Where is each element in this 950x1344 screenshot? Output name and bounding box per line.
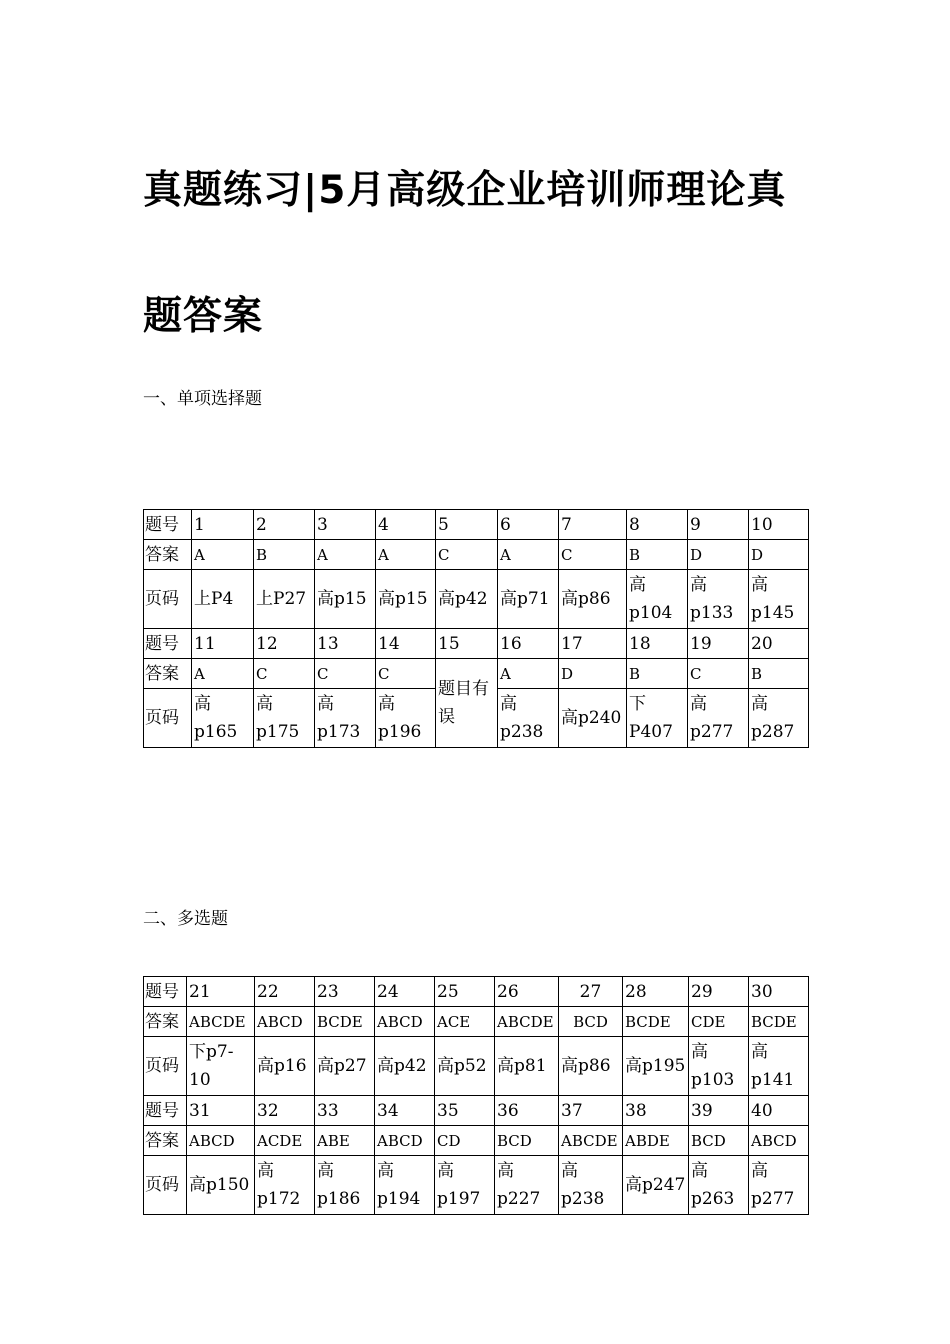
question-number: 10 (749, 510, 809, 540)
page-reference: 高p196 (376, 689, 436, 748)
answer-cell: ABE (315, 1126, 375, 1156)
page-reference: 高p104 (627, 570, 688, 629)
question-number: 22 (255, 977, 315, 1007)
table-row (144, 629, 809, 659)
answer-cell: ABCD (187, 1126, 255, 1156)
single-choice-answer-table (143, 509, 809, 748)
row-label-page: 页码 (144, 689, 192, 748)
row-label-page: 页码 (144, 1037, 187, 1096)
answer-cell: D (688, 540, 749, 570)
question-number: 14 (376, 629, 436, 659)
multiple-choice-answer-table (143, 976, 809, 1215)
page-reference: 上P27 (254, 570, 315, 629)
question-number: 24 (375, 977, 435, 1007)
page-reference: 高p16 (255, 1037, 315, 1096)
page-reference: 高p42 (436, 570, 498, 629)
question-number: 40 (749, 1096, 809, 1126)
row-label-number: 题号 (144, 510, 192, 540)
page-reference: 下P407 (627, 689, 688, 748)
page-reference: 高p195 (623, 1037, 689, 1096)
page-reference: 高p238 (498, 689, 559, 748)
page-reference: 高p194 (375, 1156, 435, 1215)
table-row (144, 1126, 809, 1156)
answer-cell: B (627, 659, 688, 689)
answer-cell: ABDE (623, 1126, 689, 1156)
question-number: 17 (559, 629, 627, 659)
question-number: 18 (627, 629, 688, 659)
answer-cell: B (627, 540, 688, 570)
table-row (144, 1007, 809, 1037)
question-number: 37 (559, 1096, 623, 1126)
table-row (144, 1156, 809, 1215)
page-reference: 高p227 (495, 1156, 559, 1215)
answer-cell: C (688, 659, 749, 689)
answer-cell: D (559, 659, 627, 689)
question-number: 8 (627, 510, 688, 540)
row-label-number: 题号 (144, 629, 192, 659)
question-number: 30 (749, 977, 809, 1007)
page-reference: 高p238 (559, 1156, 623, 1215)
answer-cell: A (315, 540, 376, 570)
section-heading-single-choice: 一、单项选择题 (143, 389, 262, 409)
answer-cell: ABCDE (187, 1007, 255, 1037)
answer-cell: BCDE (315, 1007, 375, 1037)
page-reference: 高p263 (689, 1156, 749, 1215)
question-number: 38 (623, 1096, 689, 1126)
answer-cell: A (376, 540, 436, 570)
answer-cell: BCDE (749, 1007, 809, 1037)
question-number: 9 (688, 510, 749, 540)
answer-cell: CD (435, 1126, 495, 1156)
answer-cell: ABCDE (559, 1126, 623, 1156)
answer-cell: A (192, 659, 254, 689)
page-reference: 高p175 (254, 689, 315, 748)
question-number: 31 (187, 1096, 255, 1126)
page-reference: 高p133 (688, 570, 749, 629)
question-number: 5 (436, 510, 498, 540)
page-reference: 高p173 (315, 689, 376, 748)
question-number: 1 (192, 510, 254, 540)
question-number: 6 (498, 510, 559, 540)
page-reference: 高p145 (749, 570, 809, 629)
question-number: 26 (495, 977, 559, 1007)
page-reference: 高p172 (255, 1156, 315, 1215)
question-number: 32 (255, 1096, 315, 1126)
answer-cell: B (254, 540, 315, 570)
answer-cell: ABCD (375, 1007, 435, 1037)
row-label-page: 页码 (144, 1156, 187, 1215)
question-number: 3 (315, 510, 376, 540)
question-number: 33 (315, 1096, 375, 1126)
page-reference: 高p277 (688, 689, 749, 748)
row-label-number: 题号 (144, 977, 187, 1007)
row-label-answer: 答案 (144, 540, 192, 570)
answer-cell: ABCDE (495, 1007, 559, 1037)
answer-cell: A (498, 540, 559, 570)
question-number: 36 (495, 1096, 559, 1126)
answer-cell: C (315, 659, 376, 689)
answer-cell: C (436, 540, 498, 570)
page-reference: 下p7-10 (187, 1037, 255, 1096)
answer-cell: ABCD (375, 1126, 435, 1156)
page-reference: 高p141 (749, 1037, 809, 1096)
question-number: 39 (689, 1096, 749, 1126)
answer-cell: CDE (689, 1007, 749, 1037)
page-reference: 高p240 (559, 689, 627, 748)
question-number: 12 (254, 629, 315, 659)
question-number: 34 (375, 1096, 435, 1126)
table-row (144, 659, 809, 689)
page-reference: 高p103 (689, 1037, 749, 1096)
page-reference: 高p277 (749, 1156, 809, 1215)
table-row (144, 1096, 809, 1126)
question-number: 29 (689, 977, 749, 1007)
page-reference: 高p52 (435, 1037, 495, 1096)
question-number: 27 (559, 977, 623, 1007)
row-label-page: 页码 (144, 570, 192, 629)
page-reference: 高p247 (623, 1156, 689, 1215)
row-label-answer: 答案 (144, 1126, 187, 1156)
answer-cell: C (254, 659, 315, 689)
section-heading-multiple-choice: 二、多选题 (143, 909, 228, 929)
row-label-answer: 答案 (144, 659, 192, 689)
table-row (144, 1037, 809, 1096)
question-number: 28 (623, 977, 689, 1007)
row-label-answer: 答案 (144, 1007, 187, 1037)
page-reference: 高p81 (495, 1037, 559, 1096)
question-number: 25 (435, 977, 495, 1007)
page-reference: 高p165 (192, 689, 254, 748)
answer-cell: D (749, 540, 809, 570)
answer-cell: B (749, 659, 809, 689)
document-title: 真题练习|5月高级企业培训师理论真题答案 (143, 168, 787, 339)
answer-cell: C (376, 659, 436, 689)
page-reference: 高p71 (498, 570, 559, 629)
page-reference: 高p27 (315, 1037, 375, 1096)
question-number: 13 (315, 629, 376, 659)
note-cell-question-error: 题目有误 (436, 659, 498, 748)
page-reference: 高p86 (559, 570, 627, 629)
question-number: 23 (315, 977, 375, 1007)
question-number: 16 (498, 629, 559, 659)
page-reference: 高p86 (559, 1037, 623, 1096)
answer-cell: A (192, 540, 254, 570)
question-number: 2 (254, 510, 315, 540)
question-number: 21 (187, 977, 255, 1007)
table-row (144, 570, 809, 629)
page-reference: 高p287 (749, 689, 809, 748)
question-number: 20 (749, 629, 809, 659)
table-row (144, 540, 809, 570)
page-reference: 高p197 (435, 1156, 495, 1215)
answer-cell: BCD (495, 1126, 559, 1156)
answer-cell: ABCD (749, 1126, 809, 1156)
page-reference: 高p42 (375, 1037, 435, 1096)
page-reference: 高p186 (315, 1156, 375, 1215)
answer-cell: ABCD (255, 1007, 315, 1037)
page-reference: 高p15 (315, 570, 376, 629)
page-reference: 高p150 (187, 1156, 255, 1215)
row-label-number: 题号 (144, 1096, 187, 1126)
question-number: 15 (436, 629, 498, 659)
answer-cell: C (559, 540, 627, 570)
table-row (144, 977, 809, 1007)
page-reference: 上P4 (192, 570, 254, 629)
answer-cell: ACE (435, 1007, 495, 1037)
question-number: 35 (435, 1096, 495, 1126)
table-row (144, 510, 809, 540)
answer-cell: BCDE (623, 1007, 689, 1037)
question-number: 19 (688, 629, 749, 659)
answer-cell: A (498, 659, 559, 689)
answer-cell: ACDE (255, 1126, 315, 1156)
page-reference: 高p15 (376, 570, 436, 629)
question-number: 7 (559, 510, 627, 540)
answer-cell: BCD (559, 1007, 623, 1037)
question-number: 11 (192, 629, 254, 659)
question-number: 4 (376, 510, 436, 540)
answer-cell: BCD (689, 1126, 749, 1156)
